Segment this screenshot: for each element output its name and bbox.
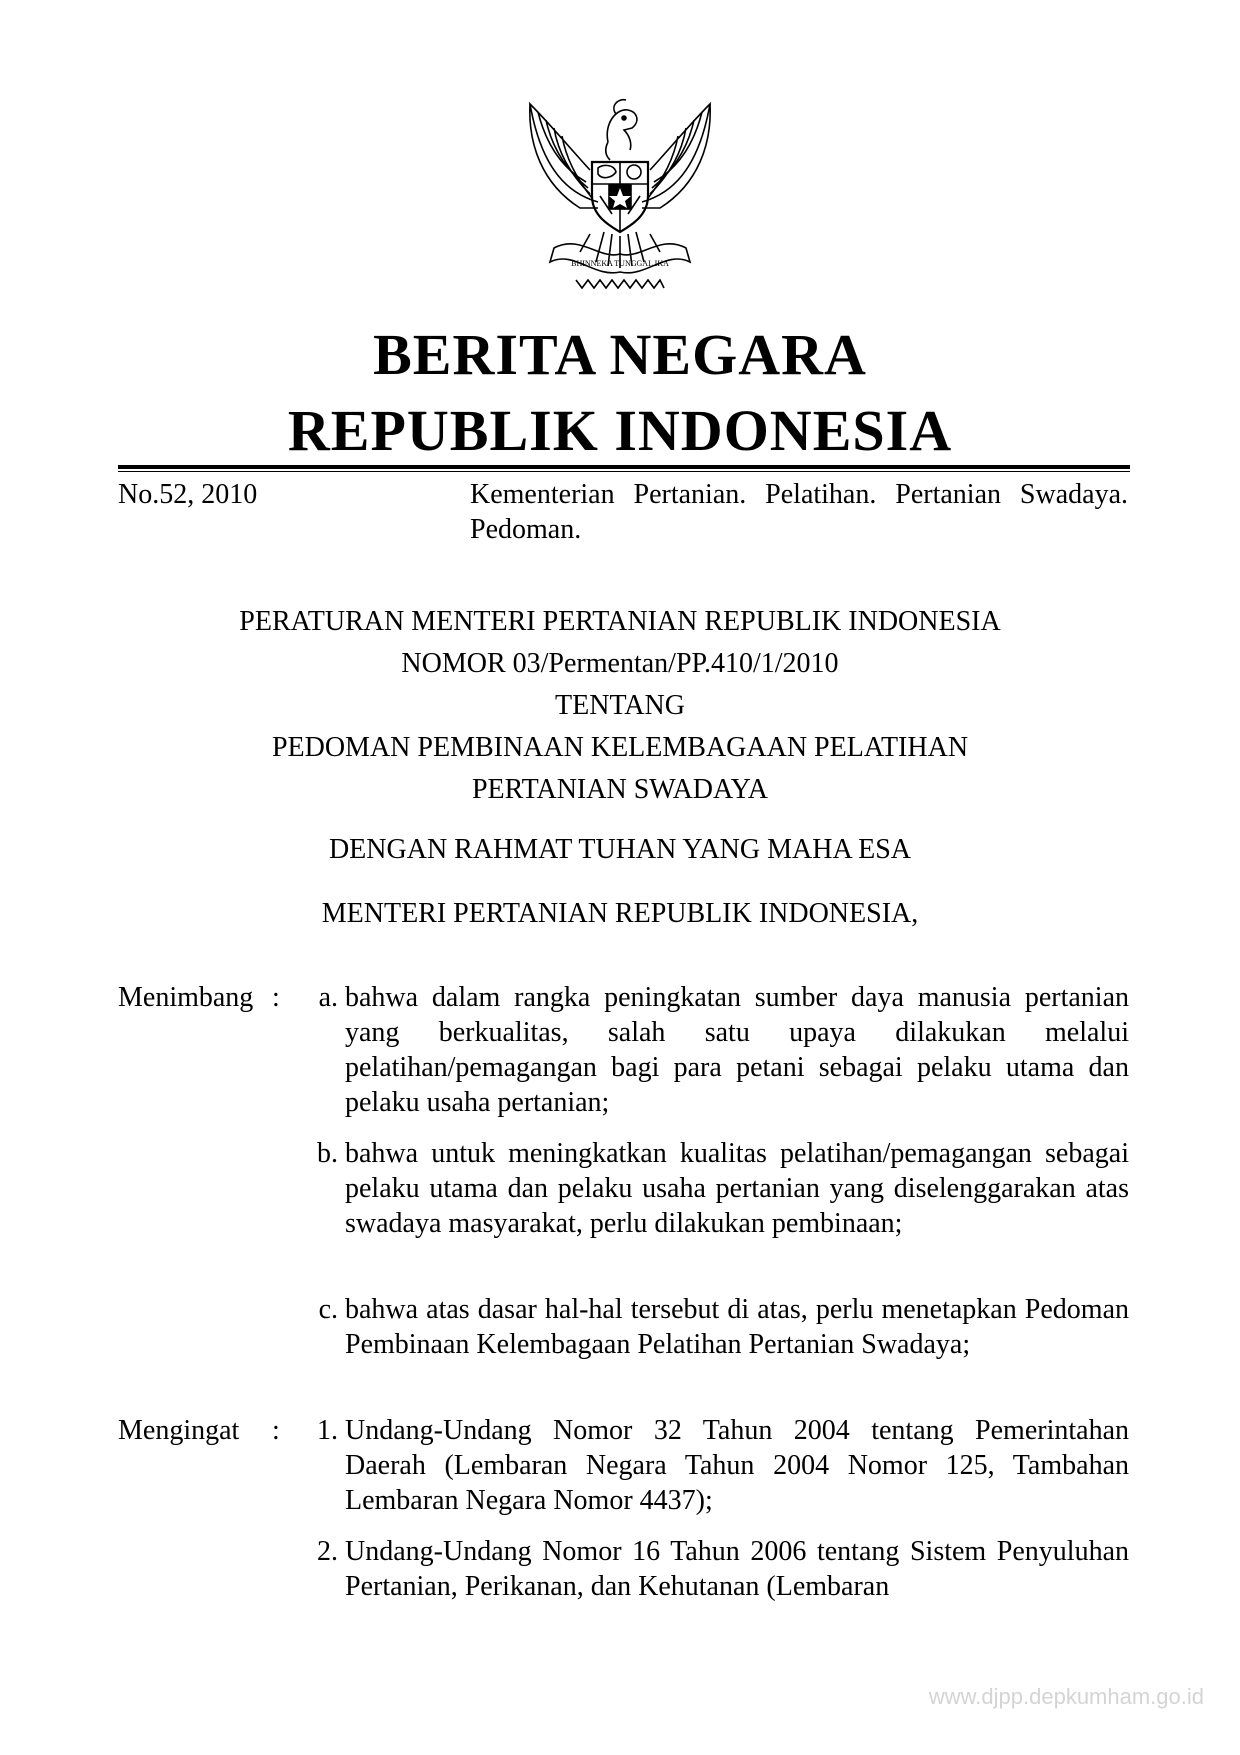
regulation-tentang: TENTANG (555, 690, 685, 721)
watermark-url: www.djpp.depkumham.go.id (928, 1684, 1204, 1709)
menimbang-item-c-text: bahwa atas dasar hal-hal tersebut di atas, perlu menetapkan Pedoman Pembinaan Kelembagaan Pelatihan Pertanian Swadaya; (345, 1294, 1129, 1360)
masthead-title-line2: REPUBLIK INDONESIA (287, 398, 953, 463)
regulation-number: NOMOR 03/Permentan/PP.410/1/2010 (401, 648, 839, 679)
issue-number: No.52, 2010 (118, 479, 258, 510)
regulation-title: PERATURAN MENTERI PERTANIAN REPUBLIK INDONESIA (239, 606, 1001, 637)
masthead-rule (118, 465, 1130, 469)
issuing-authority: MENTERI PERTANIAN REPUBLIK INDONESIA, (321, 898, 919, 929)
issue-subject: Kementerian Pertanian. Pelatihan. Pertanian Swadaya. Pedoman. (470, 479, 1128, 545)
emblem-motto: BHINNEKA TUNGGAL IKA (571, 259, 669, 268)
menimbang-label: Menimbang (118, 982, 254, 1013)
masthead-rule-thin (118, 471, 1130, 472)
menimbang-item-a-marker: a. (318, 982, 338, 1013)
invocation: DENGAN RAHMAT TUHAN YANG MAHA ESA (328, 834, 912, 865)
menimbang-colon: : (272, 982, 280, 1013)
mengingat-item-2-marker: 2. (317, 1536, 338, 1567)
garuda-emblem-icon (520, 84, 720, 294)
menimbang-item-a-text: bahwa dalam rangka peningkatan sumber daya manusia pertanian yang berkualitas, salah satu upaya dilakukan melalui pelatihan/pemagangan bagi para petani sebagai pelaku utama dan pelaku usaha pertanian; (345, 982, 1129, 1118)
menimbang-item-b-marker: b. (317, 1138, 338, 1169)
mengingat-item-1-text: Undang-Undang Nomor 32 Tahun 2004 tentang Pemerintahan Daerah (Lembaran Negara Tahun 2004 Nomor 125, Tambahan Lembaran Negara Nomor 4437); (345, 1415, 1129, 1516)
menimbang-item-b-text: bahwa untuk meningkatkan kualitas pelatihan/pemagangan sebagai pelaku utama dan pelaku usaha pertanian yang diselenggarakan atas swadaya masyarakat, perlu dilakukan pembinaan; (345, 1138, 1129, 1239)
menimbang-item-c-marker: c. (318, 1294, 338, 1325)
mengingat-item-1-marker: 1. (317, 1415, 338, 1446)
mengingat-label: Mengingat (118, 1415, 240, 1446)
regulation-subject-line2: PERTANIAN SWADAYA (471, 774, 769, 805)
mengingat-item-2-text: Undang-Undang Nomor 16 Tahun 2006 tentang Sistem Penyuluhan Pertanian, Perikanan, dan Kehutanan (Lembaran (345, 1536, 1129, 1602)
mengingat-colon: : (272, 1415, 280, 1446)
masthead-title-line1: BERITA NEGARA (373, 322, 867, 387)
regulation-subject-line1: PEDOMAN PEMBINAAN KELEMBAGAAN PELATIHAN (271, 732, 969, 763)
